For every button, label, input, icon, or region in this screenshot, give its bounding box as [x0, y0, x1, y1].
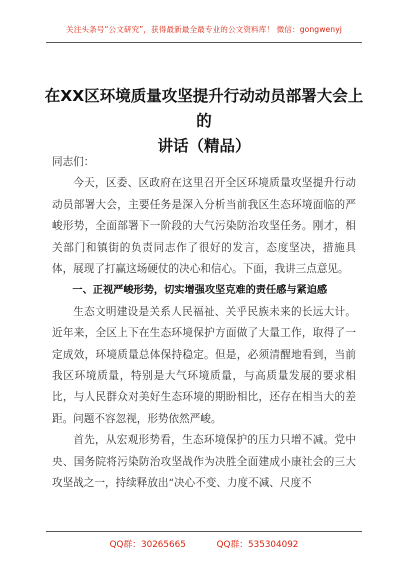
title-line-2: 讲话（精品）	[157, 137, 251, 155]
document-title	[40, 84, 368, 159]
header-promo-note: 关注头条号“公文研究”，获得最新最全最专业的公文资料库！ 微信：gongwenyj	[66, 25, 342, 34]
intro-paragraph: 今天，区委、区政府在这里召开全区环境质量攻坚提升行动动员部署大会，主要任务是深入分析当前我区生态环境面临的严峻形势，全面部署下一阶段的大气污染防治攻坚任务。刚才，相关部门和镇街的负责同志作了很好的发言，态度坚决，措施具体，展现了打赢这场硬仗的决心和信心。下面，我讲三点意见。	[52, 177, 356, 276]
footer-qq-group-2: QQ群：535304092	[216, 540, 299, 550]
salutation: 同志们：	[52, 156, 95, 168]
footer-contact	[0, 537, 408, 550]
section-1-paragraph-1: 生态文明建设是关系人民福祉、关乎民族未来的长远大计。近年来，全区上下在生态环境保护方面做了大量工作，取得了一定成效，环境质量总体保持稳定。但是，必须清醒地看到，当前我区环境质量，特别是大气环境质量，与高质量发展的要求相比，与人民群众对美好生态环境的期盼相比，还存在相当大的差距。问题不容忽视，形势依然严峻。	[52, 305, 356, 425]
document-body	[52, 152, 356, 495]
footer-qq-group-1: QQ群：30265665	[109, 540, 186, 550]
footer-divider	[46, 531, 362, 532]
title-line-1: 在XX区环境质量攻坚提升行动动员部署大会上的	[44, 87, 364, 130]
section-1-paragraph-2: 首先，从宏观形势看，生态环境保护的压力只增不减。党中央、国务院将污染防治攻坚战作为决胜全面建成小康社会的三大攻坚战之一，持续释放出“决心不变、力度不减、尺度不	[52, 434, 356, 490]
section-heading-1: 一、正视严峻形势，切实增强攻坚克难的责任感与紧迫感	[72, 285, 328, 297]
header-divider	[46, 42, 362, 43]
